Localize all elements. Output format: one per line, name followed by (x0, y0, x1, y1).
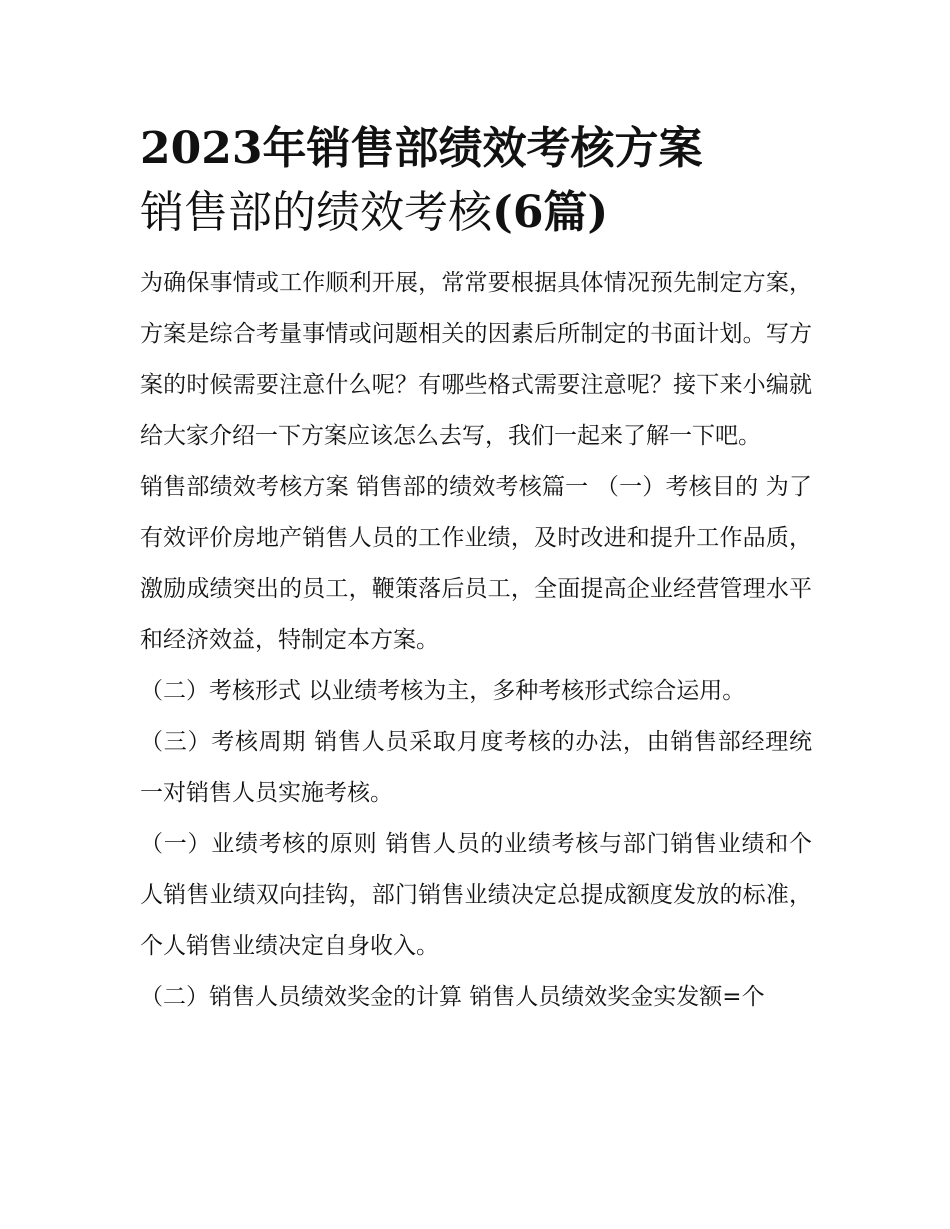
title-line-1: 2023年销售部绩效考核方案 (140, 123, 703, 174)
paragraph-intro: 为确保事情或工作顺利开展，常常要根据具体情况预先制定方案，方案是综合考量事情或问题相关的因素后所制定的书面计划。写方案的时候需要注意什么呢？有哪些格式需要注意呢？接下来小编就给大家介绍一下方案应该怎么去写，我们一起来了解一下吧。 (140, 270, 812, 449)
paragraph-purpose: 销售部绩效考核方案 销售部的绩效考核篇一 （一）考核目的 为了有效评价房地产销售人员的工作业绩，及时改进和提升工作品质，激励成绩突出的员工，鞭策落后员工，全面提高企业经营管理水平和经济效益，特制定本方案。 (140, 474, 812, 653)
document-title (140, 118, 812, 244)
title-line-2 (140, 182, 812, 244)
paragraph-form: （二）考核形式 以业绩考核为主，多种考核形式综合运用。 (140, 678, 746, 704)
paragraph-principle: （一）业绩考核的原则 销售人员的业绩考核与部门销售业绩和个人销售业绩双向挂钩，部门销售业绩决定总提成额度发放的标准，个人销售业绩决定自身收入。 (140, 831, 812, 959)
paragraph-bonus: （二）销售人员绩效奖金的计算 销售人员绩效奖金实发额=个 (140, 984, 765, 1010)
title-line-2-text: 销售部的绩效考核 (140, 187, 492, 238)
document-body (140, 258, 812, 1023)
paragraph-cycle: （三）考核周期 销售人员采取月度考核的办法，由销售部经理统一对销售人员实施考核。 (140, 729, 812, 806)
document-page (140, 118, 812, 1023)
title-line-2-count: (6篇) (492, 187, 609, 238)
